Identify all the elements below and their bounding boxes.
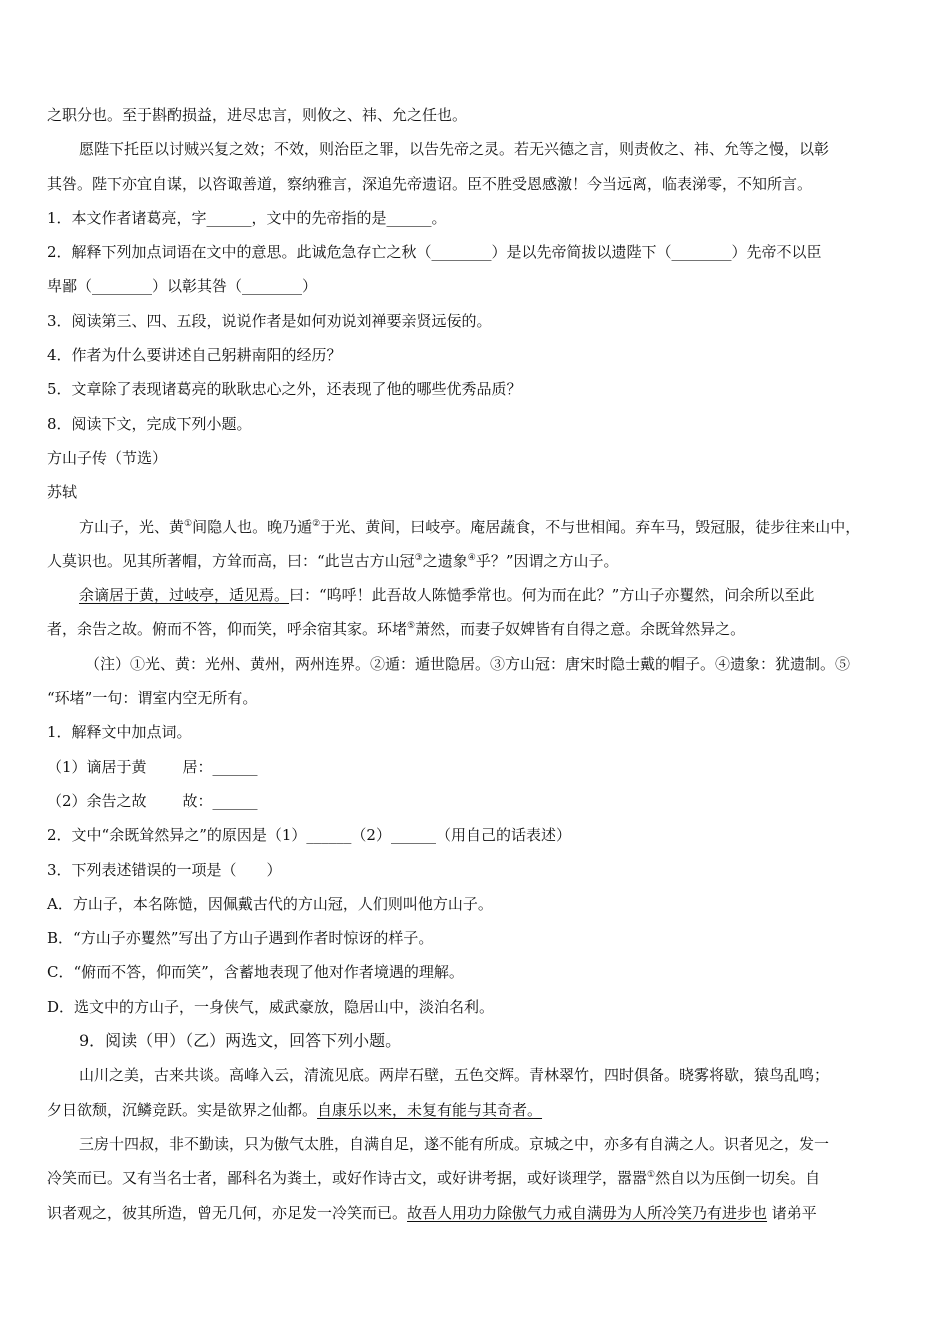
text-span: 识者观之，彼其所造，曾无几何，亦足发一冷笑而已。 [47,1203,408,1222]
option-b: B．“方山子亦矍然”写出了方山子遇到作者时惊讶的样子。 [47,929,434,948]
text-line: 其咎。陛下亦宜自谋，以咨诹善道，察纳雅言，深追先帝遗诏。臣不胜受恩感激！今当远离，临表涕零，不知所言。 [47,174,813,193]
text-span: 乎？”因谓之方山子。 [475,551,619,570]
passage-line [47,510,909,544]
passage-line [47,1093,909,1127]
text-span: 于光、黄间，曰岐亭。庵居蔬食，不与世相闻。弃车马，毁冠服，徒步往来山中， [320,517,861,536]
text-line: 愿陛下托臣以讨贼兴复之效；不效，则治臣之罪，以告先帝之灵。若无兴德之言，则责攸之、祎、允等之慢，以彰 [79,140,830,159]
underlined-sentence: 自康乐以来，未复有能与其奇者。 [317,1100,543,1119]
footnote-mark: ② [312,518,321,529]
passage-line [47,1196,909,1230]
passage-author: 苏轼 [47,483,78,502]
question-1: 1．本文作者诸葛亮，字______，文中的先帝指的是______。 [47,208,447,227]
option-c: C．“俯而不答，仰而笑”，含蓄地表现了他对作者境遇的理解。 [47,963,464,982]
passage-line [47,612,909,646]
text-span: 然自以为压倒一切矣。自 [655,1169,821,1188]
text-span: 方山子，光、黄 [79,517,185,536]
sub-question-1-item [47,750,909,784]
text-span: 曰：“呜呼！此吾故人陈慥季常也。何为而在此？”方山子亦矍然，问余所以至此 [289,586,815,605]
passage-title: 方山子传（节选） [47,448,168,467]
question-2-cont: 卑鄙（________）以彰其咎（________） [47,277,318,296]
footnote-mark: ① [184,518,193,529]
section-9-heading: 9．阅读（甲）（乙）两选文，回答下列小题。 [79,1031,402,1051]
passage-line [47,1161,909,1195]
text-span: 人莫识也。见其所著帽，方耸而高，曰：“此岂古方山冠 [47,551,415,570]
sub-question-1: 1．解释文中加点词。 [47,723,192,742]
question-4: 4．作者为什么要讲述自己躬耕南阳的经历？ [47,346,342,365]
sub-question-2: 2．文中“余既耸然异之”的原因是（1）______（2）______（用自己的话表述） [47,826,571,845]
text-span: 居：______ [182,757,258,776]
section-8-heading: 8．阅读下文，完成下列小题。 [47,414,252,433]
text-span: 之遗象 [422,551,468,570]
question-5: 5．文章除了表现诸葛亮的耿耿忠心之外，还表现了他的哪些优秀品质？ [47,380,522,399]
text-span: （2）余告之故 [47,791,147,810]
text-span: 萧然，而妻子奴婢皆有自得之意。余既耸然异之。 [415,620,746,639]
footnote-mark: ① [647,1170,656,1181]
footnote-mark: ⑤ [407,621,416,632]
text-span: 者，余告之故。俯而不答，仰而笑，呼余宿其家。环堵 [47,620,408,639]
text-span: （1）谪居于黄 [47,757,147,776]
text-span: 故：______ [182,791,258,810]
text-span: 冷笑而已。又有当名士者，鄙科名为粪土，或好作诗古文，或好讲考据，或好谈理学，嚣嚣 [47,1169,648,1188]
underlined-sentence: 余谪居于黄，过岐亭，适见焉。 [79,586,290,605]
sub-question-1-item [47,784,909,818]
underlined-sentence: 故吾人用功力除傲气力戒自满毋为人所冷笑乃有进步也 [407,1203,768,1222]
annotation-note-cont: “环堵”一句：谓室内空无所有。 [47,689,258,708]
question-3: 3．阅读第三、四、五段，说说作者是如何劝说刘禅要亲贤远佞的。 [47,311,492,330]
passage-line: 三房十四叔，非不勤读，只为傲气太胜，自满自足，遂不能有所成。京城之中，亦多有自满之人。识者见之，发一 [79,1134,830,1153]
option-d: D．选文中的方山子，一身侠气，威武豪放，隐居山中，淡泊名利。 [47,997,495,1016]
option-a: A．方山子，本名陈慥，因佩戴古代的方山冠，人们则叫他方山子。 [47,894,493,913]
text-span: 间隐人也。晚乃遁 [192,517,313,536]
sub-question-3: 3．下列表述错误的一项是（ ） [47,860,282,879]
passage-line [47,578,909,612]
text-line: 之职分也。至于斟酌损益，进尽忠言，则攸之、祎、允之任也。 [47,106,468,124]
text-span: 夕日欲颓，沉鳞竞跃。实是欲界之仙都。 [47,1100,318,1119]
footnote-mark: ④ [467,552,476,563]
passage-line [47,544,909,578]
document-page [47,98,909,1230]
annotation-note: （注）①光、黄：光州、黄州，两州连界。②遁：遁世隐居。③方山冠：唐宋时隐士戴的帽子。④遗象：犹遗制。⑤ [85,654,851,673]
question-2: 2．解释下列加点词语在文中的意思。此诚危急存亡之秋（________）是以先帝简拔以遗陛下（________）先帝不以臣 [47,243,822,262]
text-span: 诸弟平 [767,1203,817,1222]
passage-line: 山川之美，古来共谈。高峰入云，清流见底。两岸石壁，五色交辉。青林翠竹，四时俱备。晓雾将歇，猿鸟乱鸣； [79,1066,830,1085]
footnote-mark: ③ [414,552,423,563]
